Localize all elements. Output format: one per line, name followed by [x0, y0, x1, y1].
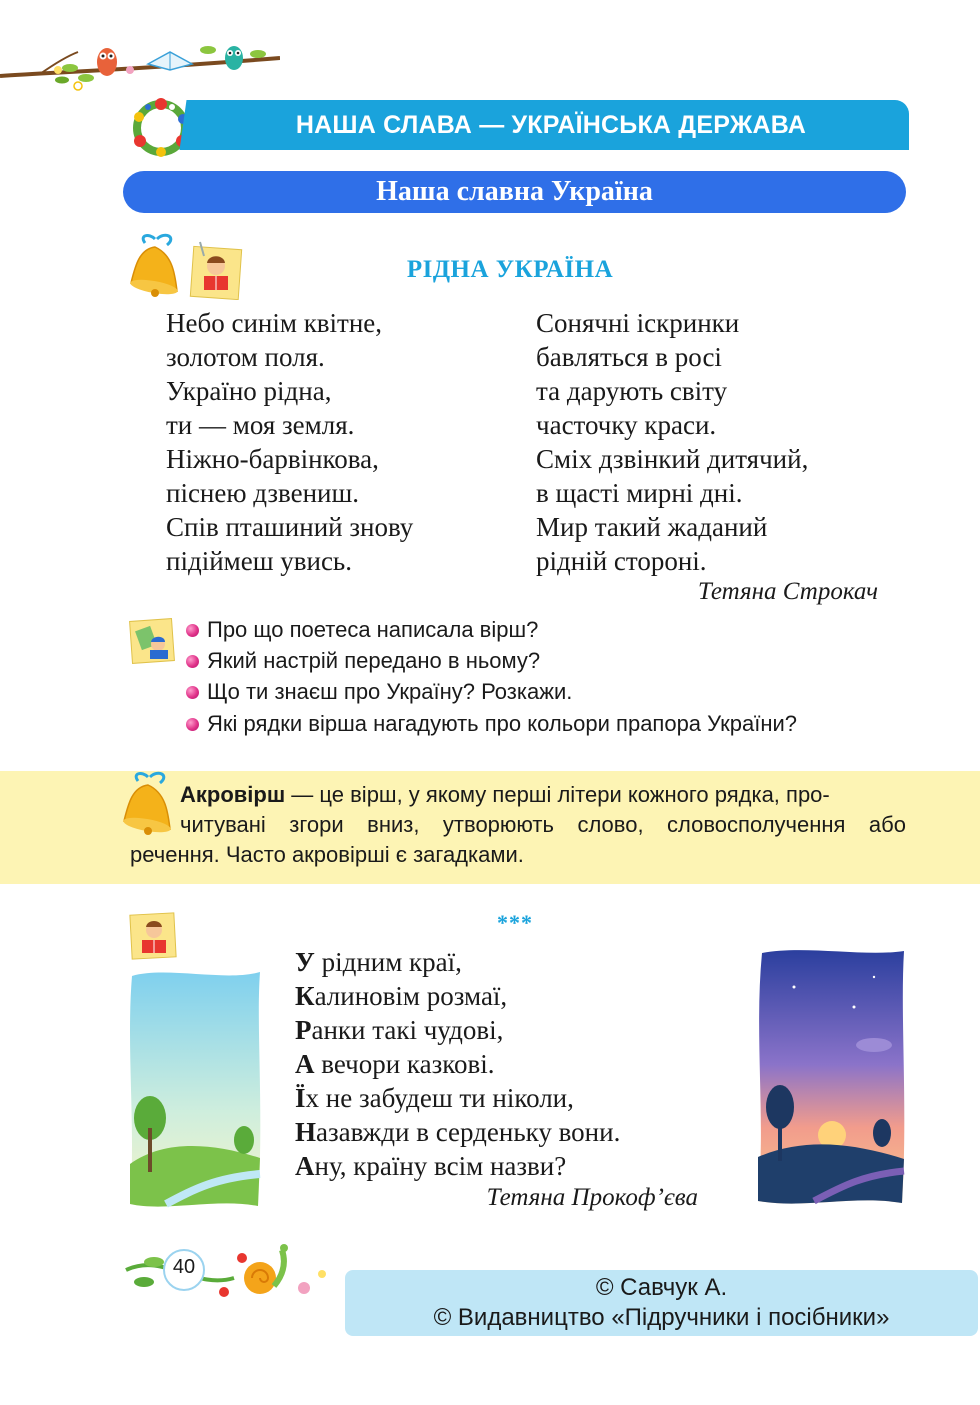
poem-right-column: [536, 306, 808, 578]
acrostic-rest: азавжди в серденьку вони.: [316, 1117, 621, 1147]
acrostic-capital: А: [295, 1049, 315, 1079]
acrostic-rest: х не забудеш ти ніколи,: [305, 1083, 574, 1113]
acrostic-rest: ну, країну всім назви?: [314, 1151, 567, 1181]
poem-line: Ніжно-барвінкова,: [166, 444, 379, 474]
poem-line: рідній стороні.: [536, 546, 707, 576]
poem-line: піснею дзвениш.: [166, 478, 360, 508]
bullet-icon: [186, 686, 199, 699]
bullet-icon: [186, 624, 199, 637]
copyright-author: © Савчук А.: [595, 1274, 728, 1301]
poem-line: Мир такий жаданий: [536, 512, 768, 542]
poem-title: РІДНА УКРАЇНА: [406, 256, 614, 283]
acrostic-capital: У: [295, 947, 315, 977]
branch-birds-decoration: [0, 40, 280, 100]
acrostic-line: [295, 1013, 620, 1047]
acrostic-line: [295, 1081, 620, 1115]
bell-icon: [125, 233, 187, 299]
question-item: [186, 648, 540, 674]
poem-line: Небо синім квітне,: [166, 308, 383, 338]
sunset-landscape-image: [754, 947, 908, 1207]
day-landscape-image: [126, 968, 264, 1211]
acrostic-capital: Р: [295, 1015, 312, 1045]
question-text: Що ти знаєш про Україну? Розкажи.: [207, 679, 573, 704]
poem-line: ти — моя земля.: [166, 410, 355, 440]
unit-banner: [193, 100, 909, 150]
section-banner: [123, 171, 906, 213]
reading-child-icon: [128, 910, 180, 962]
poem-left-column: [166, 306, 413, 578]
reading-child-icon: [188, 238, 243, 300]
poem-line: та дарують світу: [536, 376, 728, 406]
poem-line: бавляться в росі: [536, 342, 722, 372]
unit-title: НАША СЛАВА — УКРАЇНСЬКА ДЕРЖАВА: [295, 110, 807, 139]
question-item: [186, 711, 797, 737]
poem-line: підіймеш увись.: [166, 546, 352, 576]
definition-text: [130, 780, 906, 870]
question-text: Про що поетеса написала вірш?: [207, 617, 539, 642]
poem-author: Тетяна Прокоф’єва: [486, 1184, 698, 1211]
poem-line: золотом поля.: [166, 342, 325, 372]
poem-line: часточку краси.: [536, 410, 717, 440]
question-item: [186, 617, 538, 643]
question-text: Які рядки вірша нагадують про кольори прапора України?: [207, 711, 798, 736]
acrostic-capital: К: [295, 981, 315, 1011]
poem-line: Сонячні іскринки: [536, 308, 740, 338]
bullet-icon: [186, 655, 199, 668]
poem-line: Сміх дзвінкий дитячий,: [536, 444, 809, 474]
acrostic-capital: А: [295, 1151, 315, 1181]
section-title: Наша славна Україна: [376, 176, 653, 207]
definition-term: Акровірш: [180, 782, 286, 807]
acrostic-line: [295, 1149, 620, 1183]
bullet-icon: [186, 718, 199, 731]
definition-line: — це вірш, у якому перші літери кожного рядка, про-: [285, 782, 830, 807]
poem-stars: ***: [497, 910, 533, 935]
snail-flowers-decoration: [124, 1238, 334, 1300]
page-number: 40: [172, 1256, 196, 1278]
definition-line: речення. Часто акровірші є загадками.: [130, 842, 524, 867]
poem-line: Україно рідна,: [166, 376, 332, 406]
acrostic-rest: анки такі чудові,: [311, 1015, 504, 1045]
question-text: Який настрій передано в ньому?: [207, 648, 541, 673]
acrostic-poem: [295, 945, 620, 1183]
poem-line: Спів пташиний знову: [166, 512, 414, 542]
acrostic-line: [295, 1115, 620, 1149]
acrostic-rest: вечори казкові.: [314, 1049, 495, 1079]
acrostic-line: [295, 945, 620, 979]
acrostic-line: [295, 979, 620, 1013]
acrostic-rest: рідним краї,: [314, 947, 462, 977]
acrostic-capital: Н: [295, 1117, 317, 1147]
definition-line: читувані згори вниз, утворюють слово, словосполучення або: [180, 812, 906, 837]
copyright-publisher: © Видавництво «Підручники і посібники»: [433, 1304, 890, 1331]
acrostic-rest: алиновім розмаї,: [314, 981, 508, 1011]
poem-line: в щасті мирні дні.: [536, 478, 743, 508]
acrostic-capital: Ї: [295, 1083, 306, 1113]
poem-author: Тетяна Строкач: [697, 578, 878, 605]
acrostic-line: [295, 1047, 620, 1081]
question-item: [186, 679, 572, 705]
question-card-icon: [128, 614, 178, 666]
